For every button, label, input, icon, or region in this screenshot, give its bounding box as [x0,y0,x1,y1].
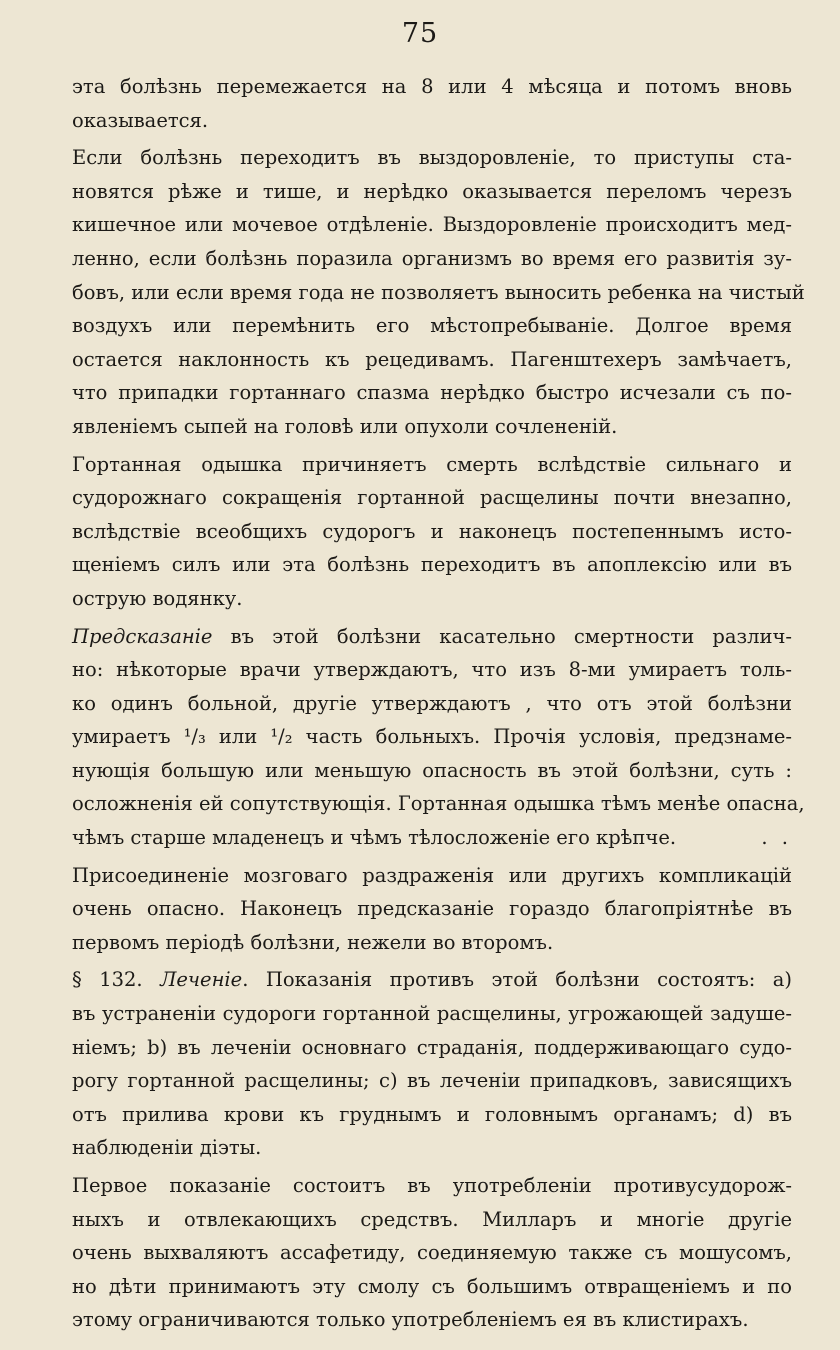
text-line: Присоединеніе мозговаго раздраженія или другихъ компликацій [72,863,792,887]
text-line: отъ прилива крови къ груднымъ и головнымъ органамъ; d) въ [72,1102,792,1126]
text-line: § 132. Леченіе. Показанія противъ этой болѣзни состоятъ: a) [72,968,792,992]
paragraph [72,141,805,443]
text-line: ныхъ и отвлекающихъ средствъ. Милларъ и многіе другіе [72,1207,792,1231]
text-line: явленіемъ сыпей на головѣ или опухоли сочлененій. [72,414,618,438]
paragraph [72,1169,792,1337]
italic-term: Леченіе [160,968,243,992]
text-line: воздухъ или перемѣнить его мѣстопребываніе. Долгое время [72,314,792,338]
text-line: нующія большую или меньшую опасность въ этой болѣзни, суть : [72,758,792,782]
text-line: но дѣти принимаютъ эту смолу съ большимъ отвращеніемъ и по [72,1274,792,1298]
body-text [72,70,805,1337]
text-line: Гортанная одышка причиняетъ смерть вслѣдствіе сильнаго и [72,452,792,476]
text-line: щеніемъ силъ или эта болѣзнь переходитъ въ апоплексію или въ [72,553,792,577]
text-line: въ устраненіи судороги гортанной расщелины, угрожающей задуше- [72,1002,792,1026]
text-line: очень выхваляютъ ассафетиду, соединяемую также съ мошусомъ, [72,1241,792,1265]
text-line: чѣмъ старше младенецъ и чѣмъ тѣлосложеніе его крѣпче. . . [72,821,792,855]
text-line: наблюденіи діэты. [72,1136,262,1160]
text-line: оказывается. [72,108,209,132]
text-line: рогу гортанной расщелины; c) въ леченіи припадковъ, зависящихъ [72,1069,792,1093]
text-line: судорожнаго сокращенія гортанной расщелины почти внезапно, [72,486,792,510]
text-line: кишечное или мочевое отдѣленіе. Выздоровленіе происходитъ мед- [72,213,792,237]
paragraph [72,448,792,616]
italic-term: Предсказаніе [72,624,213,648]
text-line: остается наклонность къ рецедивамъ. Пагенштехеръ замѣчаетъ, [72,347,792,371]
paragraph [72,963,792,1165]
text-line: но: нѣкоторые врачи утверждаютъ, что изъ 8-ми умираетъ толь- [72,658,792,682]
text-line: вслѣдствіе всеобщихъ судорогъ и наконецъ постепеннымъ исто- [72,519,792,543]
text-line: что припадки гортаннаго спазма нерѣдко быстро исчезали съ по- [72,381,792,405]
text-line: этому ограничиваются только употребленіемъ ея въ клистирахъ. [72,1308,749,1332]
text-line: бовъ, или если время года не позволяетъ выносить ребенка на чистый [72,280,805,304]
text-line: первомъ періодѣ болѣзни, нежели во второмъ. [72,930,554,954]
text-line: Первое показаніе состоитъ въ употребленіи противусудорож- [72,1174,792,1197]
paragraph [72,620,805,855]
text-line: ко одинъ больной, другіе утверждаютъ , что отъ этой болѣзни [72,691,792,715]
text-line: Предсказаніе въ этой болѣзни касательно смертности различ- [72,624,792,648]
text-line: новятся рѣже и тише, и нерѣдко оказывается переломъ черезъ [72,179,792,203]
text-line: эта болѣзнь перемежается на 8 или 4 мѣсяца и потомъ вновь [72,75,792,98]
text-line: очень опасно. Наконецъ предсказаніе гораздо благопріятнѣе въ [72,897,792,921]
paragraph [72,70,792,137]
text-line: острую водянку. [72,586,243,610]
paragraph [72,859,792,960]
page-number: 75 [401,18,439,49]
text-line: Если болѣзнь переходитъ въ выздоровленіе, то приступы ста- [72,146,792,170]
text-line: осложненія ей сопутствующія. Гортанная одышка тѣмъ менѣе опасна, [72,792,805,816]
text-line: ніемъ; b) въ леченіи основнаго страданія, поддерживающаго судо- [72,1035,792,1059]
text-line: умираетъ ¹/₃ или ¹/₂ часть больныхъ. Прочія условія, предзнаме- [72,725,792,749]
trailing-dots: . . [761,826,792,850]
text-line: ленно, если болѣзнь поразила организмъ во время его развитія зу- [72,246,792,270]
